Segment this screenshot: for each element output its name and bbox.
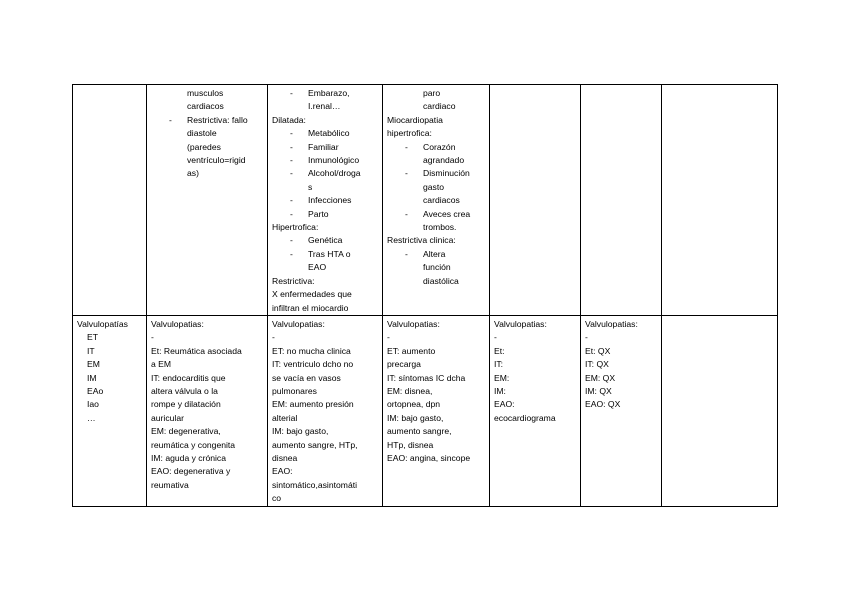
text-line: EAO: [272,466,293,477]
text-line: musculos [187,88,224,98]
text-line: IM: bajo gasto, [387,412,444,423]
text-line: - [272,332,275,343]
text-line: Embarazo, [308,88,350,98]
text-line: cardiaco [423,101,456,112]
text-line: … [87,412,96,423]
row1-col5 [490,85,581,316]
section-label: Dilatada: [272,114,306,125]
row2-col6 [581,316,662,507]
text-line: IM: [494,386,506,397]
text-line: infiltran el miocardio [272,302,349,313]
text-line: Valvulopatias: [151,319,204,329]
row2-col1 [73,316,147,507]
bullet-item [272,87,379,114]
text-line: Iao [87,399,99,410]
bullet-item [272,127,379,140]
text-line: EAO: angina, sincope [387,453,471,464]
text-line: paro [423,88,441,98]
text-line: IM: aguda y crónica [151,453,226,464]
text-line: aumento sangre, [387,426,452,437]
text-line: Et: QX [585,345,611,356]
text-line: EM: [494,372,510,383]
dash: - [290,88,293,98]
text-line: Et: Reumática asociada [151,345,242,356]
text-line: disnea [272,453,298,464]
text-line: diastole [187,128,217,139]
text-line: pulmonares [272,386,317,397]
text-line: reumática y congenita [151,439,236,450]
text-line: precarga [387,359,421,370]
row2-col4 [383,316,490,507]
text-line: EAo [87,386,104,397]
row2-col3 [268,316,383,507]
row1-col7 [662,85,778,316]
dash: - [405,208,408,219]
text-line: EAO: [494,399,515,410]
text-line: IT [87,345,95,356]
text-line: EM: degenerativa, [151,426,221,437]
row1-col3 [268,85,383,316]
text-line: Valvulopatias: [494,319,547,329]
bullet-group [272,87,379,114]
bullet-item [272,141,379,154]
notes-table [72,84,778,507]
table-row [73,85,778,316]
text-line: cardiacos [423,195,460,206]
text-line: función [423,262,451,273]
text-line: Miocardiopatia [387,114,443,125]
text-line: IT: QX [585,359,609,370]
text-line: se vacía en vasos [272,372,341,383]
text-line: altera válvula o la [151,386,218,397]
text-line: IM: QX [585,386,612,397]
dash: - [405,168,408,179]
section-label: Restrictiva clinica: [387,235,456,246]
text-line: IM: bajo gasto, [272,426,329,437]
bullet-group [272,234,379,274]
cell-lines [387,318,486,465]
text-line: a EM [151,359,172,370]
text-line: EM: disnea, [387,386,433,397]
text-line: IT: [494,359,504,370]
text-line: Infecciones [308,195,352,206]
text-line: EM: QX [585,372,616,383]
bullet-item [151,114,264,181]
text-line: EAO: QX [585,399,621,410]
text-line: Aveces crea [423,208,471,219]
text-line: ET: aumento [387,345,436,356]
row1-col6 [581,85,662,316]
bullet-item [387,167,486,207]
cell-lines [151,318,264,492]
text-line: Corazón [423,141,456,152]
text-line: HTp, disnea [387,439,434,450]
text-line: diastólica [423,275,459,286]
text-line: Tras HTA o [308,248,351,259]
text-line: (paredes [187,141,221,152]
dash: - [405,141,408,152]
bullet-item [387,141,486,168]
text-line: Genética [308,235,343,246]
text-line: - [387,332,390,343]
cell-lines [494,318,577,425]
cell-lines [272,318,379,506]
text-line: cardiacos [187,101,224,112]
row2-col5 [490,316,581,507]
text-line: trombos. [423,222,457,233]
dash: - [290,248,293,259]
dash: - [405,248,408,259]
bullet-item [387,248,486,288]
text-line: EAO [308,262,327,273]
row1-col2 [147,85,268,316]
text-line: gasto [423,181,445,192]
dash: - [290,195,293,206]
bullet-item [272,167,379,194]
text-line: - [585,332,588,343]
text-line: co [272,493,282,504]
bullet-item [387,208,486,235]
bullet-item [272,248,379,275]
text-line: as) [187,168,199,179]
text-line: sintomático,asintomáti [272,479,358,490]
text-line: - [494,332,497,343]
table-row [73,316,778,507]
dash: - [290,168,293,179]
text-line: s [308,181,313,192]
text-line: ET [87,332,98,343]
text-line: - [151,332,154,343]
text-line: ortopnea, dpn [387,399,441,410]
text-line: ecocardiograma [494,412,556,423]
row2-col7 [662,316,778,507]
bullet-group [387,248,486,288]
bullet-item [272,208,379,221]
text-line: IT: endocarditis que [151,372,226,383]
text-line: EAO: degenerativa y [151,466,231,477]
section-label: Hipertrofica: [272,222,319,233]
text-line: ET: no mucha clinica [272,345,351,356]
text-line: X enfermedades que [272,289,352,300]
text-line: Inmunológico [308,155,360,166]
text-line: Disminución [423,168,470,179]
dash: - [290,128,293,139]
dash: - [290,141,293,152]
row1-col4 [383,85,490,316]
text-line: aumento sangre, HTp, [272,439,358,450]
dash: - [290,235,293,246]
text-line: hipertrofica: [387,128,432,139]
row2-col2 [147,316,268,507]
text-line: reumativa [151,479,189,490]
bullet-group [272,127,379,221]
text-line: Valvulopatias: [387,319,440,329]
text-line: Familiar [308,141,339,152]
text-line: I.renal… [308,101,341,112]
cell-lines [585,318,658,412]
text-line: ventrículo=rigid [187,155,246,166]
section-label: Restrictiva: [272,275,315,286]
text-line: agrandado [423,155,465,166]
text-line: alterial [272,412,298,423]
dash: - [290,155,293,166]
text-line: Et: [494,345,505,356]
text-line: Metabólico [308,128,350,139]
row1-col1 [73,85,147,316]
cell-lines [77,318,143,425]
text-line: IT: ventriculo dcho no [272,359,354,370]
text-line: Valvulopatias: [272,319,325,329]
bullet-item [272,194,379,207]
text-line: Valvulopatias: [585,319,638,329]
text-line: Altera [423,248,446,259]
text-line: Restrictiva: fallo [187,114,248,125]
dash: - [290,208,293,219]
dash: - [169,114,172,125]
text-line: Alcohol/droga [308,168,361,179]
text-line: IM [87,372,97,383]
text-line: Valvulopatías [77,319,128,329]
text-line: IT: síntomas IC dcha [387,372,466,383]
bullet-item [272,154,379,167]
text-line: rompe y dilatación [151,399,221,410]
text-line: EM [87,359,100,370]
text-line: Parto [308,208,329,219]
text-line: auricular [151,412,184,423]
text-line: EM: aumento presión [272,399,354,410]
bullet-group [387,141,486,235]
bullet-item [272,234,379,247]
